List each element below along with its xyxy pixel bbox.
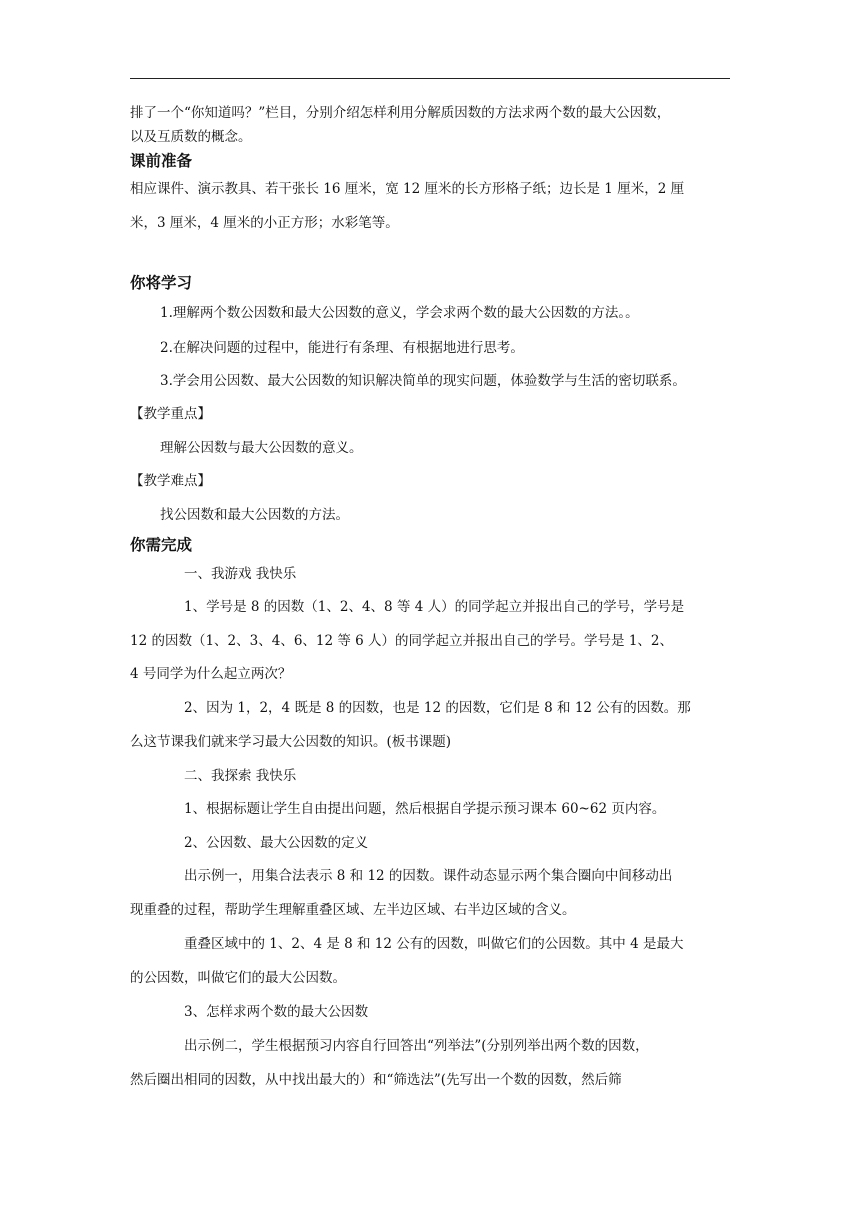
para-5-line-2: 现重叠的过程，帮助学生理解重叠区域、左半边区域、右半边区域的含义。: [130, 902, 576, 918]
para-2-line-2: 么这节课我们就来学习最大公因数的知识。(板书课题): [130, 734, 452, 750]
para-1-line-2: 12 的因数（1、2、3、4、6、12 等 6 人）的同学起立并报出自己的学号。学号是 1、2、: [130, 633, 674, 649]
para-2-line-1: 2、因为 1，2，4 既是 8 的因数，也是 12 的因数，它们是 8 和 12 公有的因数。那: [184, 700, 691, 716]
difficulty-label: 【教学难点】: [130, 473, 211, 489]
learn-heading: 你将学习: [130, 274, 193, 292]
para-1-line-1: 1、学号是 8 的因数（1、2、4、8 等 4 人）的同学起立并报出自己的学号，学号是: [184, 599, 685, 615]
intro-line-1: 排了一个“你知道吗？”栏目，分别介绍怎样利用分解质因数的方法求两个数的最大公因数，: [130, 105, 671, 121]
complete-heading: 你需完成: [130, 536, 193, 554]
intro-line-2: 以及互质数的概念。: [130, 129, 252, 145]
difficulty-text: 找公因数和最大公因数的方法。: [160, 507, 349, 523]
para-7: 3、怎样求两个数的最大公因数: [184, 1004, 369, 1020]
learn-item-3: 3.学会用公因数、最大公因数的知识解决简单的现实问题，体验数学与生活的密切联系。: [160, 373, 686, 389]
para-1-line-3: 4 号同学为什么起立两次？: [130, 666, 292, 682]
para-8-line-1: 出示例二，学生根据预习内容自行回答出“列举法”(分别列举出两个数的因数，: [184, 1038, 649, 1054]
learn-item-1: 1.理解两个数公因数和最大公因数的意义，学会求两个数的最大公因数的方法。。: [160, 305, 639, 321]
para-6-line-2: 的公因数，叫做它们的最大公因数。: [130, 970, 346, 986]
section-1-title: 一、我游戏 我快乐: [184, 566, 297, 582]
learn-item-2: 2.在解决问题的过程中，能进行有条理、有根据地进行思考。: [160, 340, 524, 356]
section-2-title: 二、我探索 我快乐: [184, 768, 297, 784]
para-8-line-2: 然后圈出相同的因数，从中找出最大的）和“筛选法”(先写出一个数的因数，然后筛: [130, 1072, 622, 1088]
key-point-text: 理解公因数与最大公因数的意义。: [160, 440, 363, 456]
prep-line-1: 相应课件、演示教具、若干张长 16 厘米，宽 12 厘米的长方形格子纸；边长是 1 厘米，2 厘: [130, 181, 685, 197]
prep-line-2: 米，3 厘米，4 厘米的小正方形；水彩笔等。: [130, 215, 399, 231]
key-point-label: 【教学重点】: [130, 406, 211, 422]
para-3: 1、根据标题让学生自由提出问题，然后根据自学提示预习课本 60~62 页内容。: [184, 801, 666, 817]
header-rule: [130, 78, 730, 79]
prep-heading: 课前准备: [130, 152, 193, 170]
para-4: 2、公因数、最大公因数的定义: [184, 835, 369, 851]
para-6-line-1: 重叠区域中的 1、2、4 是 8 和 12 公有的因数，叫做它们的公因数。其中 4 是最大: [184, 936, 684, 952]
para-5-line-1: 出示例一，用集合法表示 8 和 12 的因数。课件动态显示两个集合圈向中间移动出: [184, 868, 673, 884]
